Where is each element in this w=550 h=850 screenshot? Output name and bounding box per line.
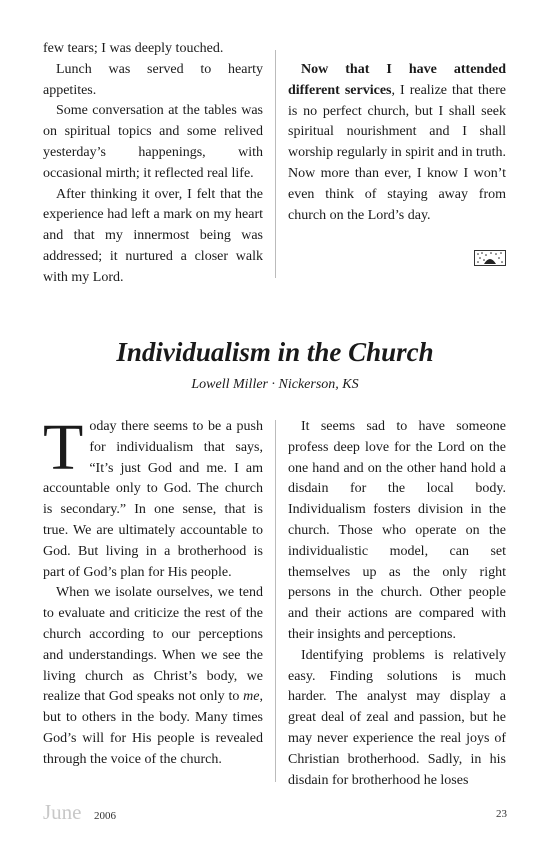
paragraph: Identifying problems is relatively easy. Finding solutions is much harder. The analyst may display a great deal of zeal and passion, but he may never experience the real joys of Christian brotherhood. Sadly, in his disdain for brotherhood he loses (288, 647, 506, 788)
paragraph (288, 60, 506, 226)
article-byline: Lowell Miller · Nickerson, KS (191, 377, 359, 392)
paragraph (43, 583, 263, 770)
article-title: Individualism in the Church (116, 337, 434, 367)
paragraph-text: , I realize that there is no perfect church, but I shall seek spiritual nourishment and I shall worship regularly in spirit and in truth. Now more than ever, I know I won’t even think of staying away from church on the Lord’s day. (288, 82, 506, 223)
paragraph-text: When we isolate ourselves, we tend to evaluate and criticize the rest of the church according to our perceptions and understandings. When we see the living church as Christ’s body, we realize that God speaks not only to (43, 585, 263, 705)
emphasis: me (243, 689, 260, 705)
column-divider (275, 420, 276, 782)
end-of-article-icon (474, 250, 506, 266)
column-divider (275, 50, 276, 278)
paragraph-text: oday there seems to be a push for individualism that says, “It’s just God and me. I am accountable only to God. The church is secondary.” In one sense, that is true. We are ultimately accountable to God. But living in a brotherhood is part of God’s plan for His people. (43, 419, 263, 580)
article-left-column (43, 411, 263, 771)
footer-year: 2006 (94, 810, 116, 822)
footer-month: June (43, 800, 82, 824)
paragraph: It seems sad to have someone profess deep love for the Lord on the one hand and on the other hand hold a disdain for the local body. Individualism fosters division in the church. Those who operate on the individualistic model, can set themselves up as the only right persons in the church. Other people and their actions are compared with their insights and perceptions. (288, 419, 506, 642)
paragraph: Some conversation at the tables was on spiritual topics and some relived yesterday’s happenings, with occasional mirth; it reflected real life. (43, 103, 263, 181)
continued-article-right-column (288, 60, 506, 226)
bold-lead-in: Now that I have attended different services (288, 62, 506, 98)
paragraph: Lunch was served to hearty appetites. (43, 61, 263, 98)
paragraph (43, 411, 263, 583)
article-right-column (288, 417, 506, 791)
drop-cap: T (43, 411, 84, 484)
paragraph-text: , but to others in the body. Many times God’s will for His people is revealed through the voice of the church. (43, 689, 263, 767)
paragraph: few tears; I was deeply touched. (43, 41, 224, 56)
page-number: 23 (496, 808, 507, 820)
paragraph: After thinking it over, I felt that the experience had left a mark on my heart and that my innermost being was addressed; it nurtured a closer walk with my Lord. (43, 186, 263, 285)
continued-article-left-column (43, 39, 263, 289)
